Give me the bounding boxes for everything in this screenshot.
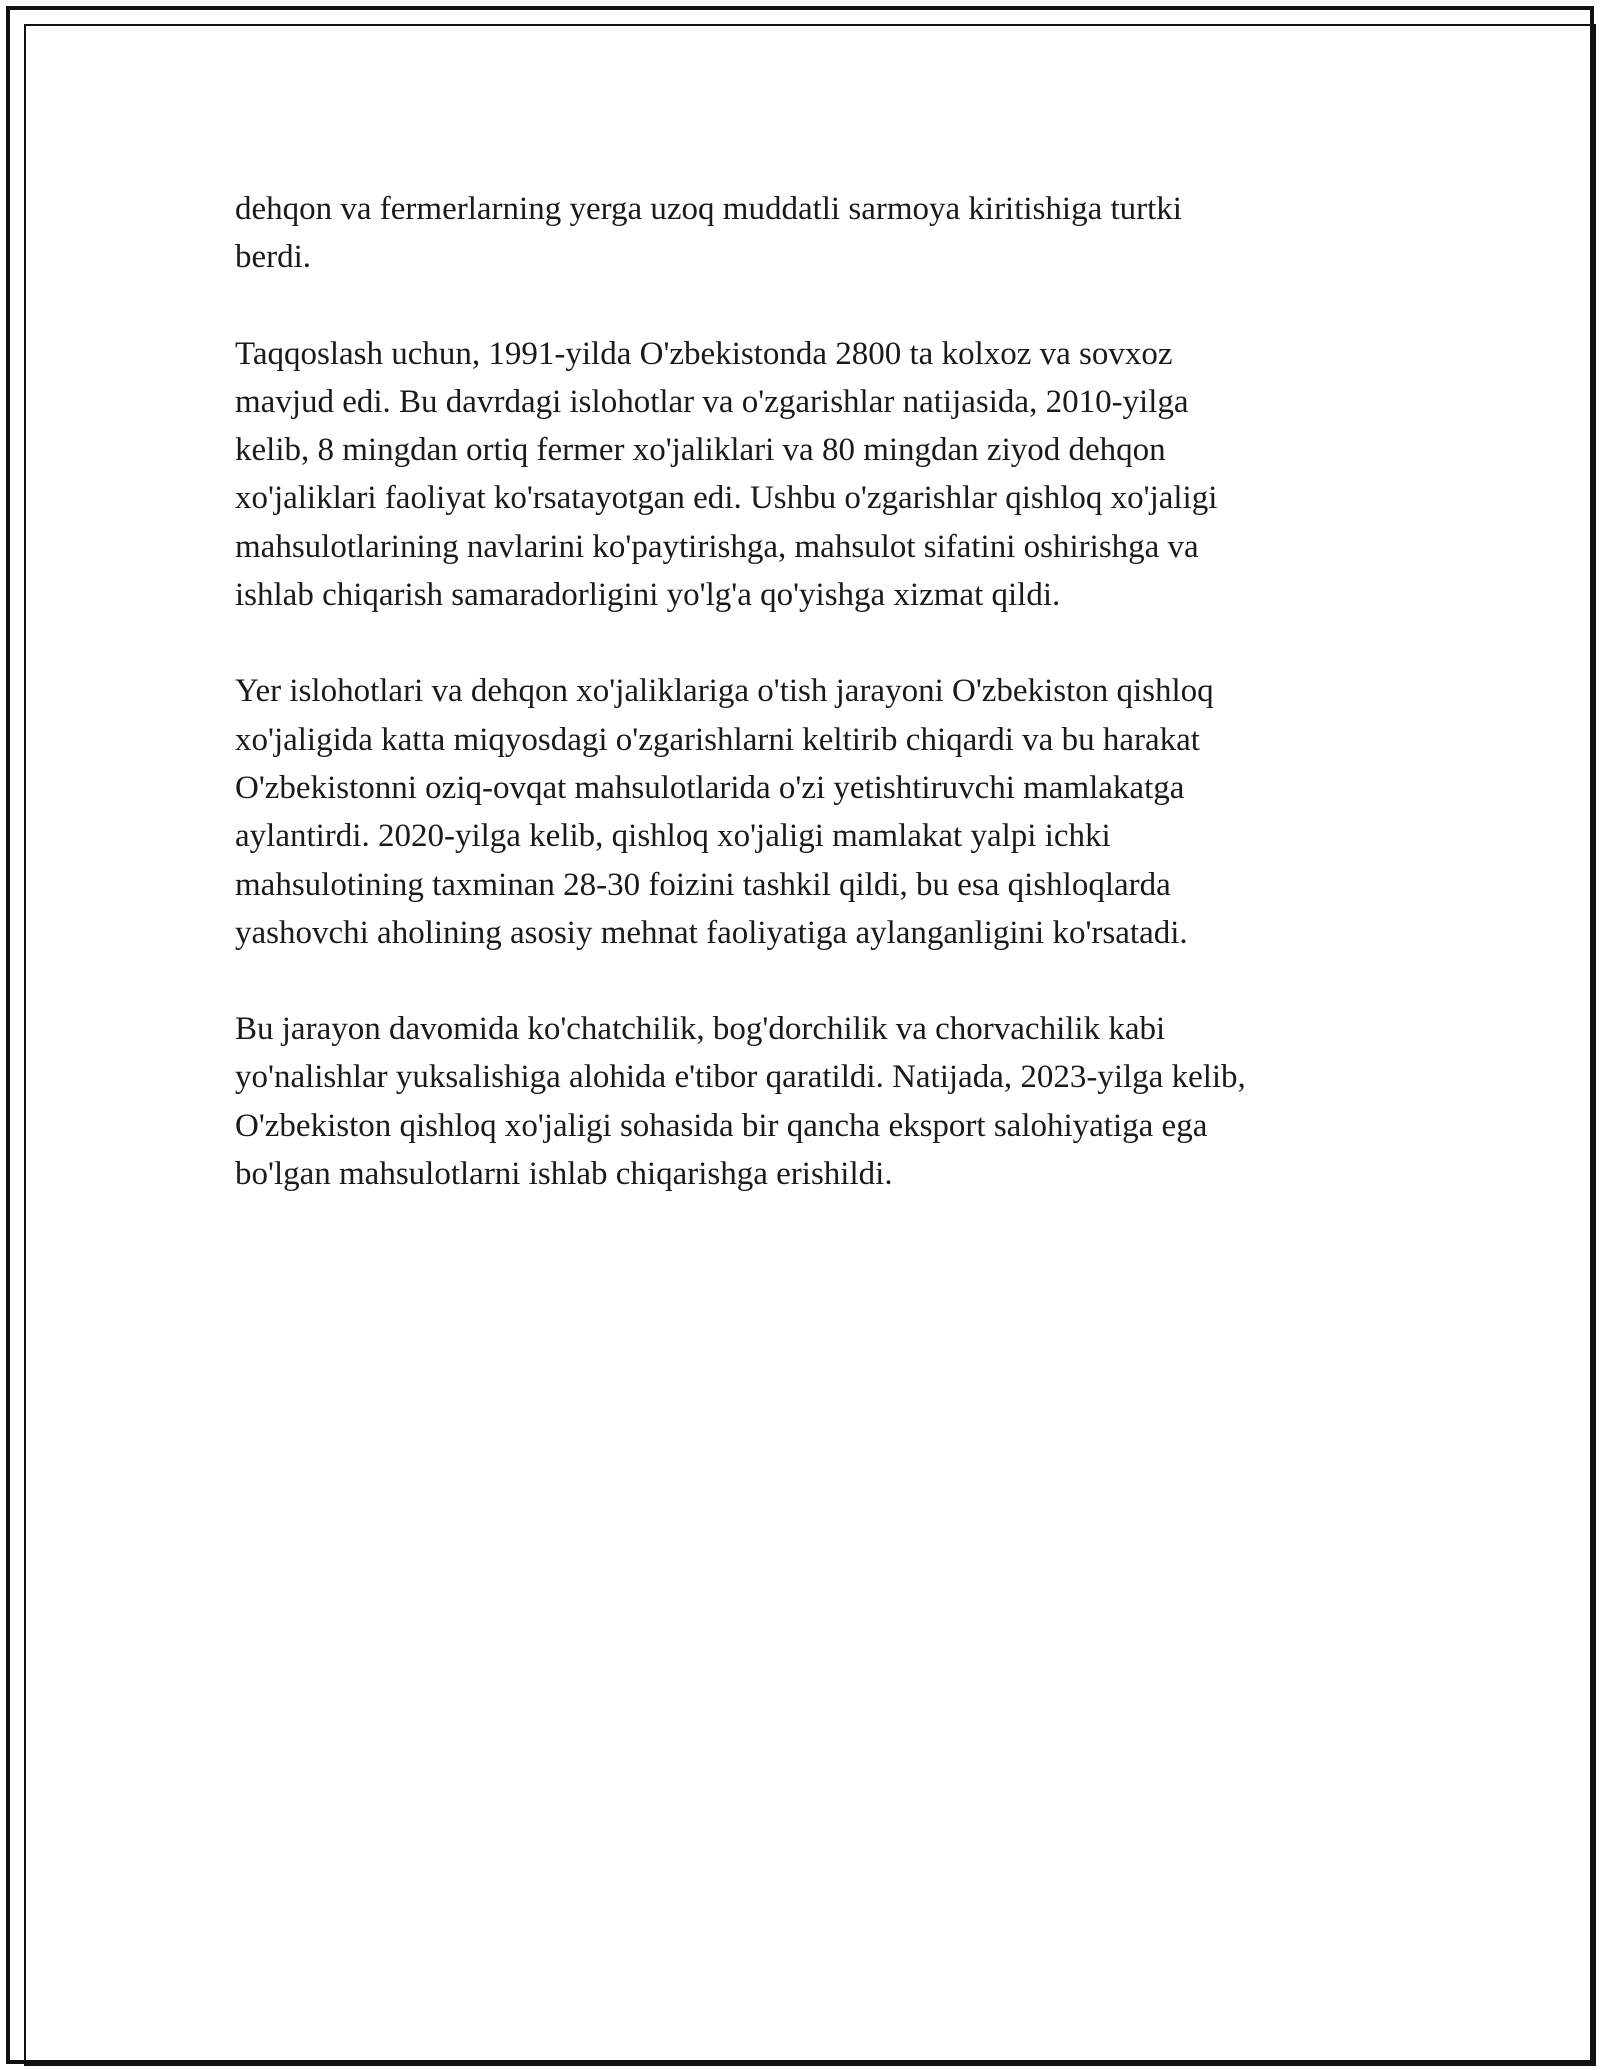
paragraph-3: Yer islohotlari va dehqon xo'jaliklariga o'tish jarayoni O'zbekiston qishloq xo'jaligida katta miqyosdagi o'zgarishlarni keltirib chiqardi va bu harakat O'zbekistonni oziq-ovqat mahsulotlarida o'zi yetishtiruvchi mamlakatga aylantirdi. 2020-yilga kelib, qishloq xo'jaligi mamlakat yalpi ichki mahsulotining taxminan 28-30 foizini tashkil qildi, bu esa qishloqlarda yashovchi aholining asosiy mehnat faoliyatiga aylanganligini ko'rsatadi.: [235, 673, 1214, 951]
paragraph-2: Taqqoslash uchun, 1991-yilda O'zbekistonda 2800 ta kolxoz va sovxoz mavjud edi. Bu davrdagi islohotlar va o'zgarishlar natijasida, 2010-yilga kelib, 8 mingdan ortiq fermer xo'jaliklari va 80 mingdan ziyod dehqon xo'jaliklari faoliyat ko'rsatayotgan edi. Ushbu o'zgarishlar qishloq xo'jaligi mahsulotlarining navlarini ko'paytirishga, mahsulot sifatini oshirishga va ishlab chiqarish samaradorligini yo'lg'a qo'yishga xizmat qildi.: [235, 335, 1218, 614]
document-body: [235, 185, 1385, 1246]
paragraph-1: dehqon va fermerlarning yerga uzoq muddatli sarmoya kiritishiga turtki berdi.: [235, 191, 1182, 276]
paragraph-4: Bu jarayon davomida ko'chatchilik, bog'dorchilik va chorvachilik kabi yo'nalishlar yuksalishiga alohida e'tibor qaratildi. Natijada, 2023-yilga kelib, O'zbekiston qishloq xo'jaligi sohasida bir qancha eksport salohiyatiga ega bo'lgan mahsulotlarni ishlab chiqarishga erishildi.: [235, 1011, 1246, 1193]
